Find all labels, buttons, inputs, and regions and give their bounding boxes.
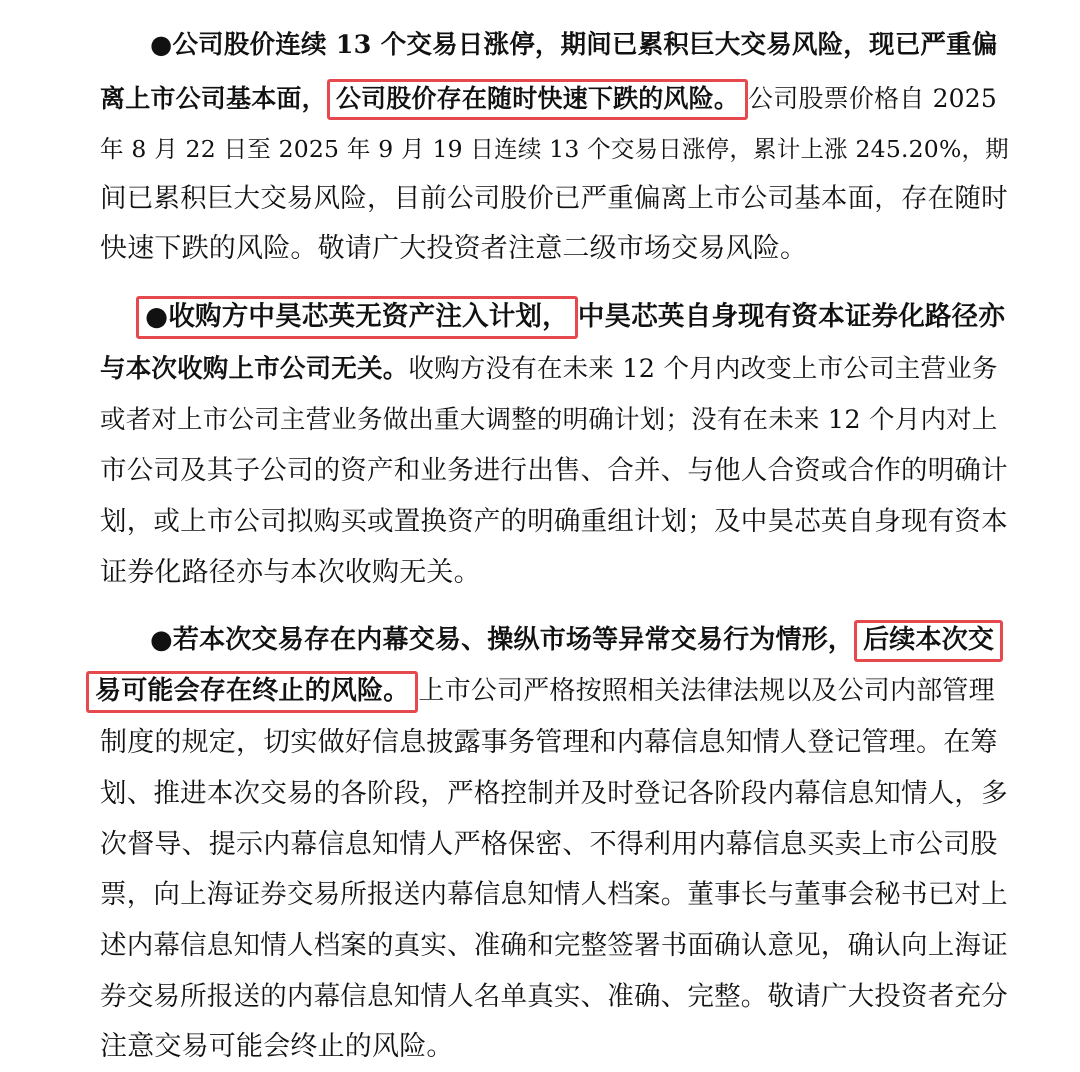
p2-line-2-bold: 与本次收购上市公司无关。 [100, 354, 409, 384]
p1-highlighted-risk: 公司股价存在随时快速下跌的风险。 [327, 79, 748, 120]
p2-line-5: 划，或上市公司拟购买或置换资产的明确重组计划；及中昊芯英自身现有资本 [100, 506, 1008, 537]
p2-highlighted-plan [136, 296, 578, 339]
p3-line-3: 制度的规定，切实做好信息披露事务管理和内幕信息知情人登记管理。在筹 [100, 727, 998, 758]
p2-highlight-text: 收购方中昊芯英无资产注入计划， [168, 301, 569, 332]
p3-line-9: 注意交易可能会终止的风险。 [100, 1031, 454, 1062]
p3-line-1 [150, 615, 1003, 665]
p1-bullet: ● [150, 30, 173, 60]
p2-line-2-rest: 收购方没有在未来 12 个月内改变上市公司主营业务 [408, 354, 998, 384]
p2-bullet: ● [145, 301, 169, 332]
p3-line-4: 划、推进本次交易的各阶段，严格控制并及时登记各阶段内幕信息知情人，多 [100, 778, 1008, 809]
p2-line-3: 或者对上市公司主营业务做出重大调整的明确计划；没有在未来 12 个月内对上 [100, 405, 998, 435]
p3-line-2-rest: 上市公司严格按照相关法律法规以及公司内部管理 [418, 676, 995, 706]
p2-line-2 [100, 344, 998, 394]
p1-line-3: 年 8 月 22 日至 2025 年 9 月 19 日连续 13 个交易日涨停，累计上涨 245.20%，期 [100, 135, 1009, 163]
p1-line-1-text: 公司股价连续 13 个交易日涨停，期间已累积巨大交易风险，现已严重偏 [172, 30, 998, 60]
p3-line-2 [86, 666, 995, 716]
p1-line-5: 快速下跌的风险。敬请广大投资者注意二级市场交易风险。 [100, 233, 808, 264]
p3-line-7: 述内幕信息知情人档案的真实、准确和完整签署书面确认意见，确认向上海证 [100, 930, 1008, 961]
p3-bullet: ● [150, 625, 173, 655]
p1-line-1 [150, 20, 998, 70]
p2-line-1 [136, 292, 1005, 342]
p2-line-6: 证券化路径亦与本次收购无关。 [100, 557, 481, 588]
p3-line-6: 票，向上海证券交易所报送内幕信息知情人档案。董事长与董事会秘书已对上 [100, 879, 1008, 910]
p3-line-5: 次督导、提示内幕信息知情人严格保密、不得利用内幕信息买卖上市公司股 [100, 829, 998, 860]
p3-line-1-bold: 若本次交易存在内幕交易、操纵市场等异常交易行为情形， [172, 625, 855, 655]
p2-line-1-rest: 中昊芯英自身现有资本证券化路径亦 [577, 301, 1006, 332]
p3-highlight-part-2: 易可能会存在终止的风险。 [86, 671, 418, 713]
p2-line-4: 市公司及其子公司的资产和业务进行出售、合并、与他人合资或合作的明确计 [100, 455, 1008, 486]
p1-line-2-rest: 公司股票价格自 2025 [748, 84, 997, 113]
p3-highlight-part-1: 后续本次交 [854, 620, 1003, 662]
p1-line-2 [100, 74, 997, 124]
p1-line-4: 间已累积巨大交易风险，目前公司股价已严重偏离上市公司基本面，存在随时 [100, 183, 1008, 214]
p1-line-2-bold-lead: 离上市公司基本面， [100, 84, 327, 113]
p3-line-8: 券交易所报送的内幕信息知情人名单真实、准确、完整。敬请广大投资者充分 [100, 981, 1008, 1012]
